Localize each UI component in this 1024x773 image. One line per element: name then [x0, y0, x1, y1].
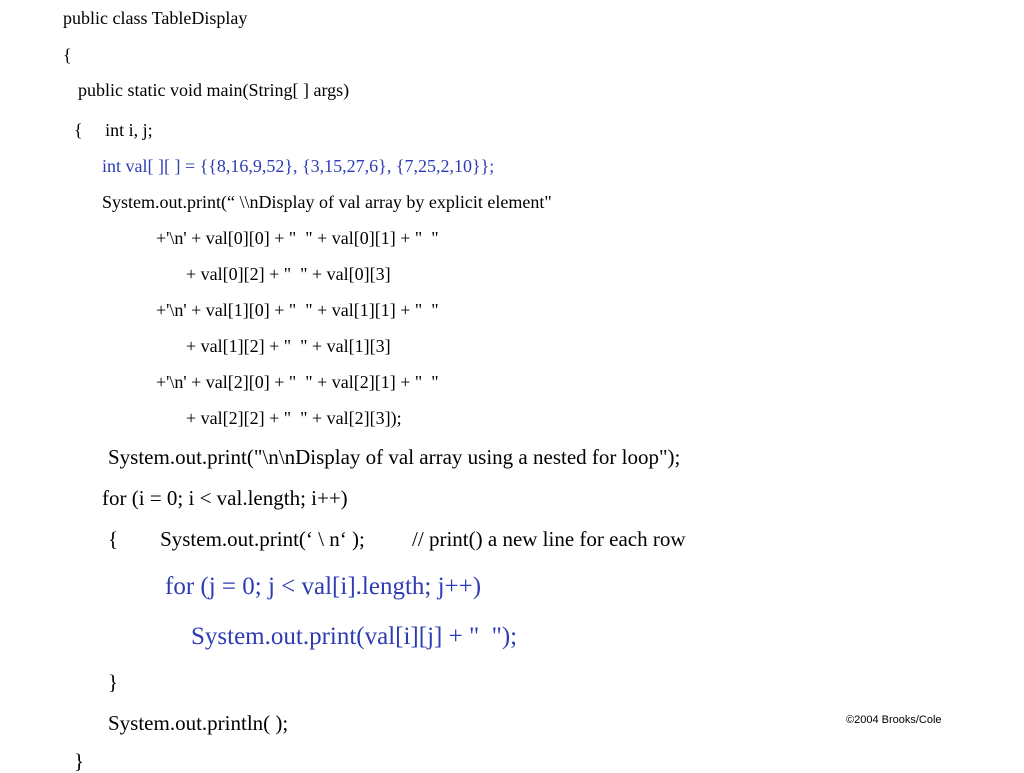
code-line-outer-close-brace: }: [108, 670, 119, 694]
code-line-print-nested: System.out.print("\n\nDisplay of val array using a nested for loop");: [108, 445, 681, 469]
code-line-inner-for: for (j = 0; j < val[i].length; j++): [165, 573, 482, 600]
code-line-row0-a: +'\n' + val[0][0] + " " + val[0][1] + " ": [156, 228, 439, 248]
code-line-row1-a: +'\n' + val[1][0] + " " + val[1][1] + " ": [156, 300, 439, 320]
code-line-main-open-declare: { int i, j;: [74, 120, 153, 140]
code-line-row0-b: + val[0][2] + " " + val[0][3]: [186, 264, 391, 284]
code-line-main-close-brace: }: [74, 749, 85, 773]
code-line-main-signature: public static void main(String[ ] args): [78, 80, 350, 100]
code-line-print-explicit: System.out.print(“ \\nDisplay of val array by explicit element": [102, 192, 552, 212]
code-line-row1-b: + val[1][2] + " " + val[1][3]: [186, 336, 391, 356]
code-line-println: System.out.println( );: [108, 711, 289, 735]
code-line-outer-body: { System.out.print(‘ \ n‘ ); // print() a new line for each row: [108, 527, 686, 551]
copyright-footer: ©2004 Brooks/Cole: [846, 714, 942, 726]
code-line-class-declaration: public class TableDisplay: [63, 8, 248, 28]
code-line-inner-print: System.out.print(val[i][j] + " ");: [191, 623, 518, 650]
code-line-array-init: int val[ ][ ] = {{8,16,9,52}, {3,15,27,6}, {7,25,2,10}};: [102, 156, 495, 176]
code-line-row2-a: +'\n' + val[2][0] + " " + val[2][1] + " ": [156, 372, 439, 392]
code-line-outer-for: for (i = 0; i < val.length; i++): [102, 486, 348, 510]
code-line-row2-b: + val[2][2] + " " + val[2][3]);: [186, 408, 402, 428]
code-line-class-open-brace: {: [63, 45, 72, 65]
